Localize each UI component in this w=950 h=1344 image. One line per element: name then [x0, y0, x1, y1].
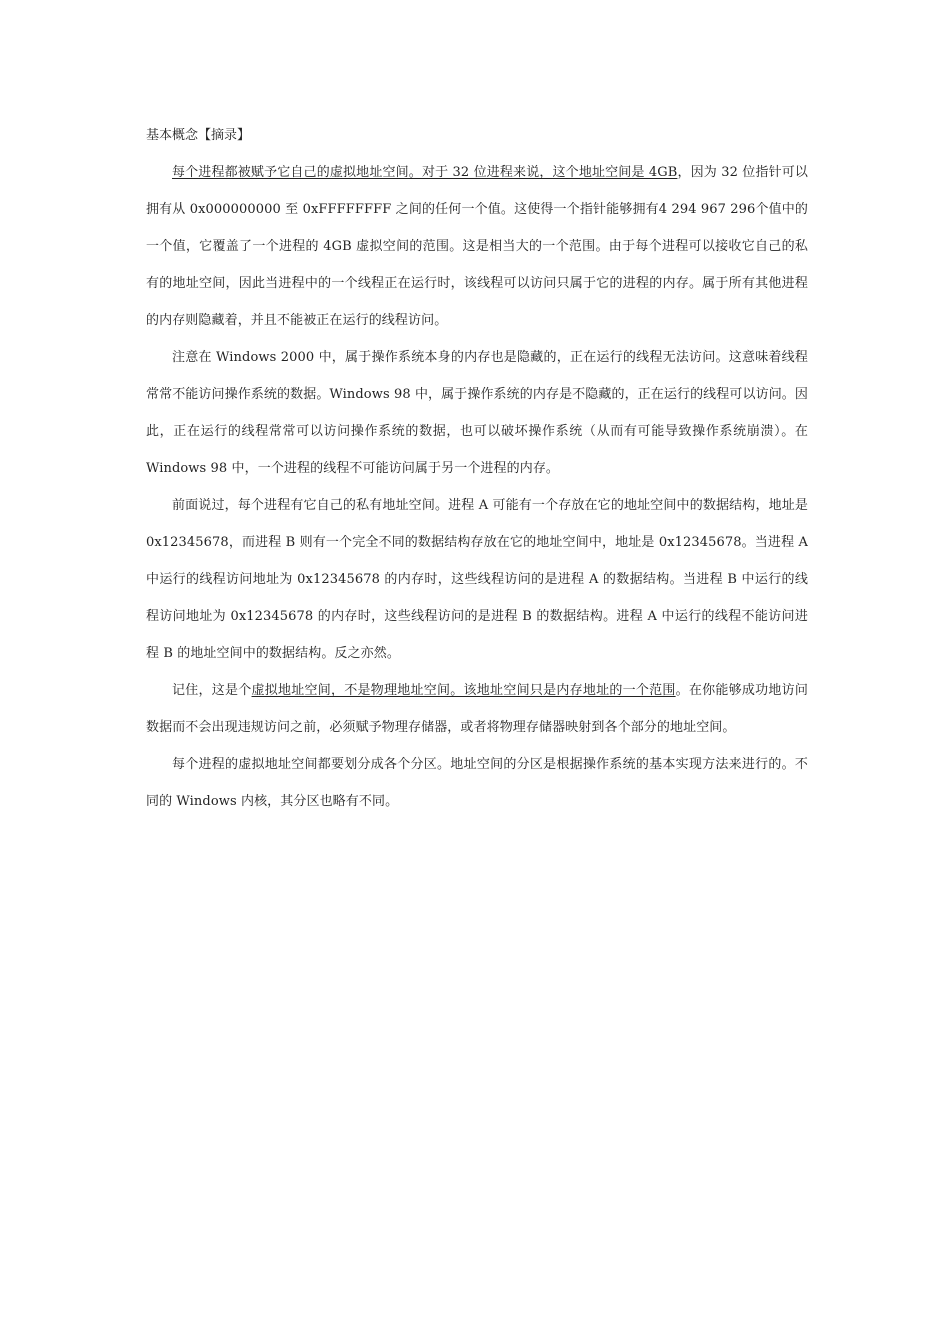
document-title: 基本概念【摘录】 [146, 128, 251, 143]
paragraph-1-rest: ，因为 32 位指针可以拥有从 0x000000000 至 0xFFFFFFFF 之间的任何一个值。这使得一个指针能够拥有4 294 967 296个值中的一个值，它覆盖了一个进程的 4GB 虚拟空间的范围。这是相当大的一个范围。由于每个进程可以接收它自己的私有的地址空间，因此当进程中的一个线程正在运行时，该线程可以访问只属于它的进程的内存。属于所有其他进程的内存则隐藏着，并且不能被正在运行的线程访问。 [146, 165, 808, 328]
paragraph-4-rest: 。在你能够成功地访问数据而不会出现违规访问之前，必须赋予物理存储器，或者将物理存储器映射到各个部分的地址空间。 [146, 683, 808, 735]
paragraph-4 [146, 672, 808, 746]
paragraph-4-before: 记住，这是个 [172, 683, 252, 698]
paragraph-1 [146, 154, 808, 339]
paragraph-3: 前面说过，每个进程有它自己的私有地址空间。进程 A 可能有一个存放在它的地址空间中的数据结构，地址是 0x12345678，而进程 B 则有一个完全不同的数据结构存放在它的地址空间中，地址是 0x12345678。当进程 A 中运行的线程访问地址为 0x12345678 的内存时，这些线程访问的是进程 A 的数据结构。当进程 B 中运行的线程访问地址为 0x12345678 的内存时，这些线程访问的是进程 B 的数据结构。进程 A 中运行的线程不能访问进程 B 的地址空间中的数据结构。反之亦然。 [146, 498, 808, 661]
paragraph-2: 注意在 Windows 2000 中，属于操作系统本身的内存也是隐藏的，正在运行的线程无法访问。这意味着线程常常不能访问操作系统的数据。Windows 98 中，属于操作系统的内存是不隐藏的，正在运行的线程可以访问。因此，正在运行的线程常常可以访问操作系统的数据，也可以破坏操作系统（从而有可能导致操作系统崩溃）。在 Windows 98 中，一个进程的线程不可能访问属于另一个进程的内存。 [146, 350, 808, 476]
document-page [146, 118, 808, 820]
paragraph-1-underlined: 每个进程都被赋予它自己的虚拟地址空间。对于 32 位进程来说，这个地址空间是 4GB [172, 165, 678, 180]
paragraph-5: 每个进程的虚拟地址空间都要划分成各个分区。地址空间的分区是根据操作系统的基本实现方法来进行的。不同的 Windows 内核，其分区也略有不同。 [146, 757, 808, 809]
paragraph-4-underlined: 虚拟地址空间，不是物理地址空间。该地址空间只是内存地址的一个范围 [251, 683, 676, 698]
